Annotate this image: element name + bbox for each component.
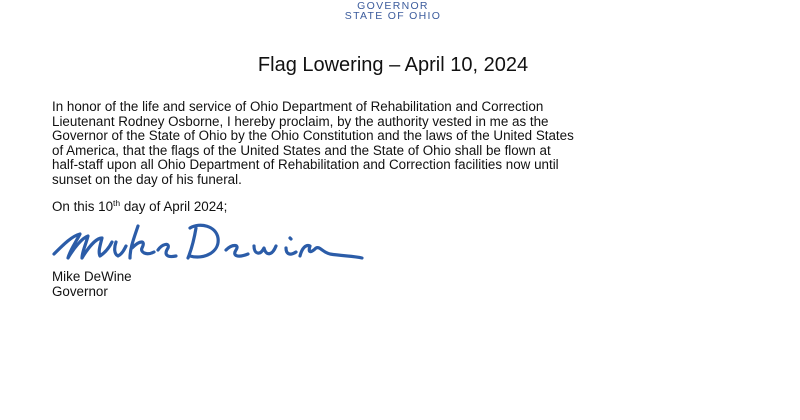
letterhead-state: STATE OF OHIO xyxy=(344,10,442,22)
dateline-prefix: On this 10 xyxy=(52,199,114,214)
signer-title: Governor xyxy=(52,284,108,299)
letterhead-governor: GOVERNOR xyxy=(357,0,429,12)
page-title: Flag Lowering – April 10, 2024 xyxy=(257,54,529,76)
dateline-ordinal: th xyxy=(113,198,121,208)
body-line: half-staff upon all Ohio Department of Rehabilitation and Correction facilities now until xyxy=(52,157,559,173)
signer-name: Mike DeWine xyxy=(52,269,132,284)
dateline xyxy=(52,199,227,214)
body-line: Governor of the State of Ohio by the Ohio Constitution and the laws of the United States xyxy=(52,128,574,144)
body-line: In honor of the life and service of Ohio Department of Rehabilitation and Correction xyxy=(52,99,544,114)
body-line: of America, that the flags of the United States and the State of Ohio shall be flown at xyxy=(52,142,551,158)
proclamation-body xyxy=(52,100,574,188)
signature-image xyxy=(50,218,370,266)
body-line: sunset on the day of his funeral. xyxy=(52,171,242,187)
body-line: Lieutenant Rodney Osborne, I hereby proclaim, by the authority vested in me as the xyxy=(52,113,549,129)
signer-block xyxy=(52,269,132,299)
dateline-suffix: day of April 2024; xyxy=(120,199,228,214)
